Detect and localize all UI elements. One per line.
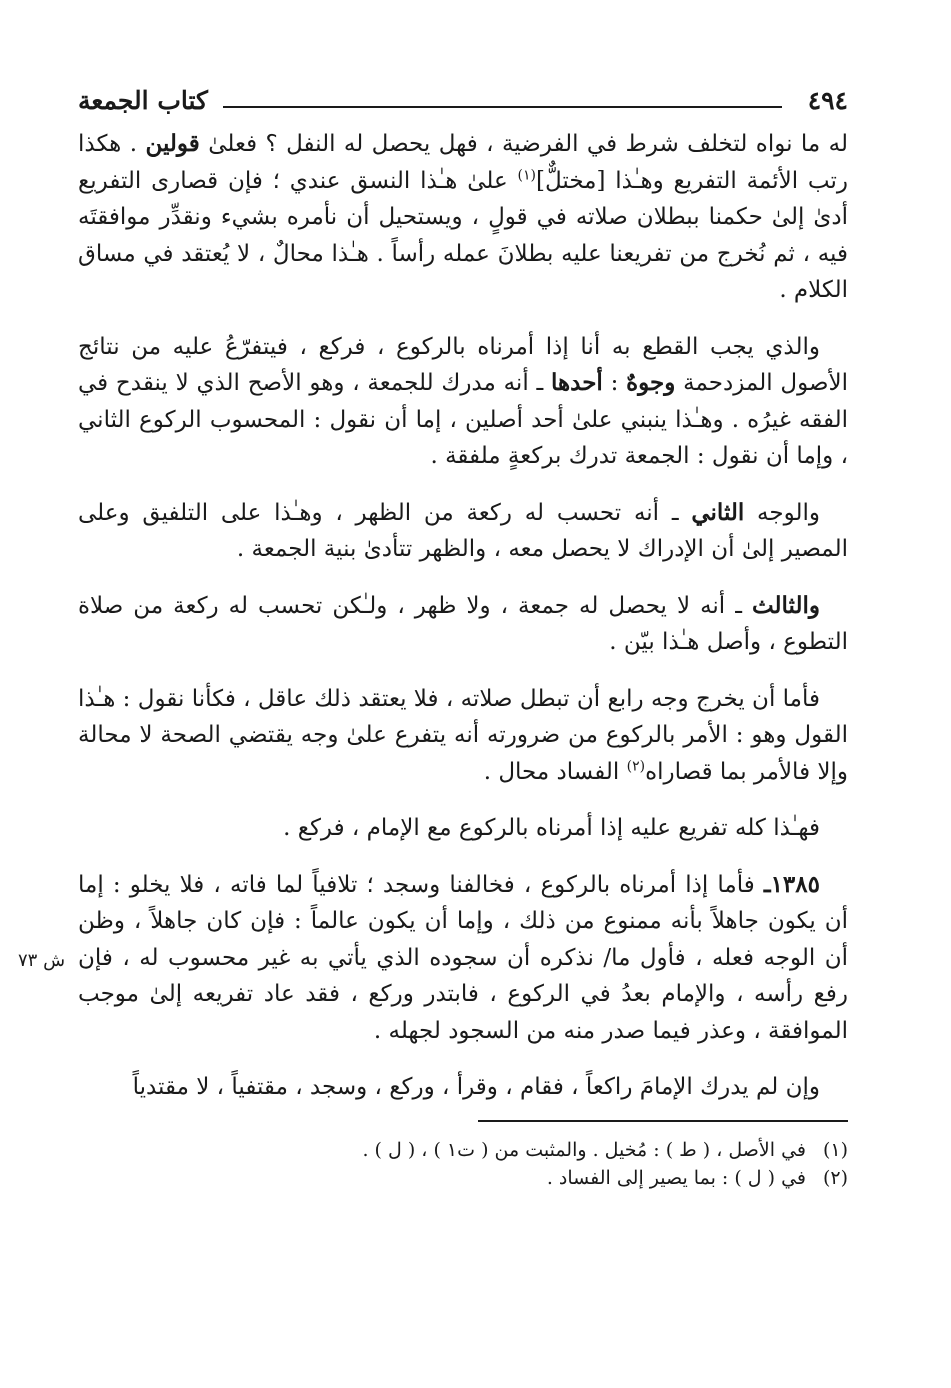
paragraph-2: والذي يجب القطع به أنا إذا أمرناه بالركوع ، فركع ، فيتفرّعُ عليه من نتائج الأصول المزدحمة وجوهٌ : أحدها ـ أنه مدرك للجمعة ، وهو الأصح الذي لا ينقدح في الفقه غيرُه . وهـٰذا ينبني علىٰ أحد أصلين ، إما أن نقول : المحسوب الركوع الثاني ، وإما أن نقول : الجمعة تدرك بركعةٍ ملفقة .	[78, 333, 848, 469]
footnotes	[78, 1136, 848, 1192]
footnote-text: في ( ل ) : بما يصير إلى الفساد .	[546, 1166, 806, 1189]
footnote-1	[78, 1136, 848, 1164]
paragraph-1: له ما نواه لتخلف شرط في الفرضية ، فهل يحصل له النفل ؟ فعلىٰ قولين . هكذا رتب الأئمة التفريع وهـٰذا [مختلٌّ]$^{(١)}$ علىٰ هـٰذا النسق عندي ؛ فإن قصارى التفريع أدىٰ إلىٰ حكمنا ببطلان صلاته في قولٍ ، ويستحيل أن نأمره بشيء ونقدِّر موافقتَه فيه ، ثم نُخرج من تفريعنا عليه بطلانَ عمله رأساً . هـٰذا محالٌ ، لا يُعتقد في مساق الكلام .	[78, 130, 848, 303]
paragraph-8: وإن لم يدرك الإمامَ راكعاً ، فقام ، وقرأ ، وركع ، وسجد ، مقتفياً ، لا مقتدياً	[132, 1074, 820, 1100]
header-rule	[223, 106, 782, 108]
footnote-number: (١)	[822, 1138, 848, 1161]
footnote-2	[78, 1164, 848, 1192]
footnote-text: في الأصل ، ( ط ) : مُخيل . والمثبت من ( ت١ ) ، ( ل ) .	[362, 1138, 806, 1161]
paragraph-6: فهـٰذا كله تفريع عليه إذا أمرناه بالركوع مع الإمام ، فركع .	[283, 815, 820, 841]
footnote-number: (٢)	[822, 1166, 848, 1189]
paragraph-5: فأما أن يخرج وجه رابع أن تبطل صلاته ، فلا يعتقد ذلك عاقل ، فكأنا نقول : هـٰذا القول وهو : الأمر بالركوع من ضرورته أنه يتفرع علىٰ وجه يقتضي الصحة لا محالة وإلا فالأمر بما قصاراه$^{(٢)}$ الفساد محال .	[78, 685, 848, 785]
margin-note: ش ٧٣	[18, 949, 66, 971]
paragraph-3: والوجه الثاني ـ أنه تحسب له ركعة من الظهر ، وهـٰذا على التلفيق وعلى المصير إلىٰ أن الإدراك لا يحصل معه ، والظهر تتأدىٰ بنية الجمعة .	[78, 498, 848, 562]
page-number: ٤٩٤	[807, 86, 848, 115]
book-title: كتاب الجمعة	[78, 86, 208, 115]
footnote-divider	[478, 1120, 848, 1122]
page-header	[78, 80, 848, 120]
footnote-ref-2[interactable]: (٢)	[626, 757, 646, 774]
section-number: ١٣٨٥ـ	[763, 870, 820, 898]
paragraph-4: والثالث ـ أنه لا يحصل له جمعة ، ولا ظهر ، ولـٰكن تحسب له ركعة من صلاة التطوع ، وأصل هـٰذا بيّن .	[78, 591, 848, 655]
paragraph-7: ش ٧٣ ١٣٨٥ـ فأما إذا أمرناه بالركوع ، فخالفنا وسجد ؛ تلافياً لما فاته ، فلا يخلو : إما أن يكون جاهلاً بأنه ممنوع من ذلك ، وإما أن يكون عالماً : فإن كان جاهلاً ، وظن أن الوجه فعله ، فأول ما/ نذكره أن سجوده الذي يأتي به غير محسوب له ، فإن رفع رأسه ، والإمام بعدُ في الركوع ، فابتدر وركع ، فقد عاد تفريعه إلىٰ موجب الموافقة ، وعذر فيما صدر منه من السجود لجهله .	[18, 870, 848, 1044]
page-body	[18, 126, 848, 1106]
footnote-ref-1[interactable]: (١)	[517, 166, 536, 183]
document-page	[18, 80, 848, 1192]
